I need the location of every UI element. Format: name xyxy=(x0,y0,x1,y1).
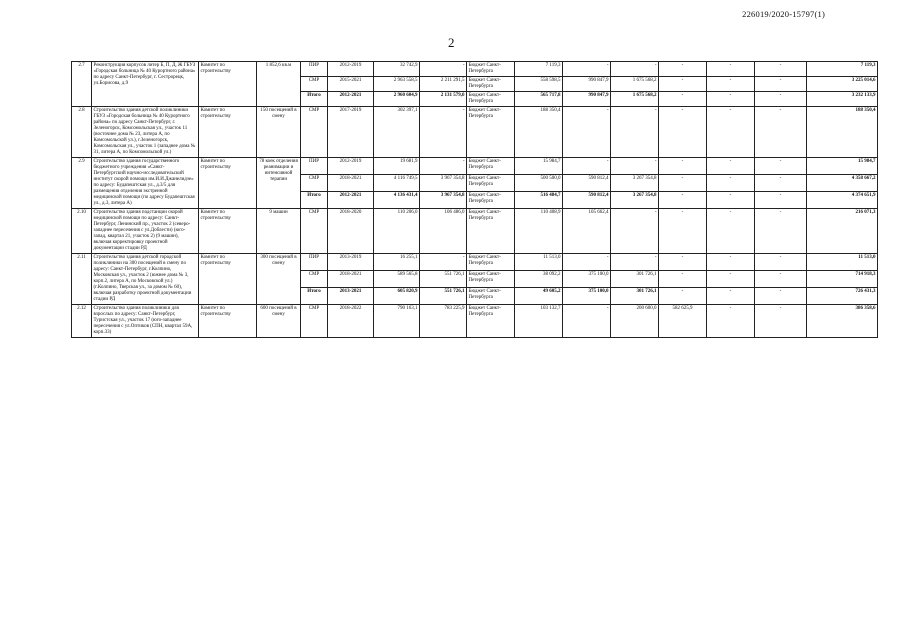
contract-cost-cell: 551 726,1 xyxy=(420,288,467,305)
year-value-cell: - xyxy=(707,92,755,107)
estimated-cost-cell: 4 136 431,4 xyxy=(374,192,420,209)
row-number-cell: 2.7 xyxy=(72,62,92,107)
capacity-cell: 78 коек отделения реанимации и интенсивной терапии xyxy=(257,158,301,209)
period-cell: 2015-2021 xyxy=(328,77,374,92)
work-type-cell: СМР xyxy=(301,175,328,192)
period-cell: 2012-2021 xyxy=(328,192,374,209)
work-type-cell: СМР xyxy=(301,77,328,92)
year-value-cell: - xyxy=(659,158,707,175)
year-value-cell: - xyxy=(611,107,659,158)
year-value-cell: 500 500,0 xyxy=(515,175,563,192)
work-type-cell: СМР xyxy=(301,209,328,254)
year-value-cell: - xyxy=(755,158,807,175)
contract-cost-cell: 551 726,1 xyxy=(420,271,467,288)
contract-cost-cell: 3 967 354,8 xyxy=(420,192,467,209)
contract-cost-cell: 783 225,9 xyxy=(420,305,467,338)
year-value-cell: 1 675 568,2 xyxy=(611,92,659,107)
funding-source-cell: Бюджет Санкт-Петербурга xyxy=(467,254,515,271)
year-value-cell: - xyxy=(755,271,807,288)
object-name-cell: Строительство здания государственного бюджетного учреждения «Санкт-Петербургский научно-исследовательский институт скорой помощи им.И.И.Джанелидзе» по адресу: Будапештская ул., д.3/5 для размещения отделения экстренной медицинской помощи (по адресу Будапештская ул., д.3, литера А) xyxy=(92,158,199,209)
year-value-cell: - xyxy=(707,192,755,209)
period-cell: 2012-2021 xyxy=(328,92,374,107)
total-value-cell: 7 119,3 xyxy=(807,62,878,77)
year-value-cell: - xyxy=(563,158,611,175)
year-value-cell: - xyxy=(659,77,707,92)
object-name-cell: Реконструкция корпусов литер Б, П, Д, Ж ГБУЗ «Городская больница № 40 Курортного района» по адресу Санкт-Петербург, г. Сестрорецк, ул.Борисова, д.9 xyxy=(92,62,199,107)
table-row xyxy=(72,209,878,254)
year-value-cell: - xyxy=(659,254,707,271)
year-value-cell: - xyxy=(659,209,707,254)
year-value-cell: 11 513,0 xyxy=(515,254,563,271)
work-type-cell: Итого xyxy=(301,192,328,209)
estimated-cost-cell: 32 742,9 xyxy=(374,62,420,77)
year-value-cell: - xyxy=(707,271,755,288)
row-number-cell: 2.11 xyxy=(72,254,92,305)
year-value-cell: 375 100,0 xyxy=(563,271,611,288)
year-value-cell: - xyxy=(611,62,659,77)
estimated-cost-cell: 4 116 749,5 xyxy=(374,175,420,192)
funding-source-cell: Бюджет Санкт-Петербурга xyxy=(467,305,515,338)
year-value-cell: 15 984,7 xyxy=(515,158,563,175)
period-cell: 2018-2022 xyxy=(328,305,374,338)
estimated-cost-cell: 19 681,9 xyxy=(374,158,420,175)
work-type-cell: СМР xyxy=(301,305,328,338)
year-value-cell: 3 267 354,8 xyxy=(611,192,659,209)
year-value-cell: 103 132,7 xyxy=(515,305,563,338)
year-value-cell: 3 267 354,8 xyxy=(611,175,659,192)
year-value-cell: - xyxy=(755,92,807,107)
estimated-cost-cell: 589 565,8 xyxy=(374,271,420,288)
year-value-cell: - xyxy=(659,271,707,288)
year-value-cell: 105 662,4 xyxy=(563,209,611,254)
customer-cell: Комитет по строительству xyxy=(199,158,257,209)
year-value-cell: - xyxy=(755,254,807,271)
year-value-cell: 375 100,0 xyxy=(563,288,611,305)
estimated-cost-cell: 2 963 558,5 xyxy=(374,77,420,92)
period-cell: 2017-2019 xyxy=(328,107,374,158)
year-value-cell: - xyxy=(659,192,707,209)
estimated-cost-cell: 2 960 604,9 xyxy=(374,92,420,107)
contract-cost-cell: 3 967 354,8 xyxy=(420,175,467,192)
funding-source-cell: Бюджет Санкт-Петербурга xyxy=(467,288,515,305)
year-value-cell: 990 847,9 xyxy=(563,77,611,92)
capacity-cell: 150 посещений в смену xyxy=(257,107,301,158)
year-value-cell: - xyxy=(659,62,707,77)
total-value-cell: 3 225 014,6 xyxy=(807,77,878,92)
year-value-cell: - xyxy=(755,305,807,338)
customer-cell: Комитет по строительству xyxy=(199,62,257,107)
year-value-cell: - xyxy=(755,77,807,92)
year-value-cell: - xyxy=(707,77,755,92)
year-value-cell: - xyxy=(755,175,807,192)
table-row xyxy=(72,305,878,338)
work-type-cell: Итого xyxy=(301,92,328,107)
year-value-cell: - xyxy=(755,288,807,305)
work-type-cell: Итого xyxy=(301,288,328,305)
investment-program-table xyxy=(71,61,878,338)
object-name-cell: Строительство здания подстанции скорой медицинской помощи по адресу: Санкт-Петербург, Ленинский пр., участок 2 (северо-западнее пересечения с ул.Доблести) (юго-запад, квартал 21, участок 2) (9 машин), включая корректировку проектной документации стадии РД xyxy=(92,209,199,254)
estimated-cost-cell: 605 820,9 xyxy=(374,288,420,305)
table-row xyxy=(72,62,878,77)
year-value-cell: - xyxy=(707,107,755,158)
year-value-cell: 582 625,9 xyxy=(659,305,707,338)
year-value-cell: - xyxy=(563,107,611,158)
year-value-cell: - xyxy=(755,192,807,209)
table-row xyxy=(72,158,878,175)
funding-source-cell: Бюджет Санкт-Петербурга xyxy=(467,77,515,92)
year-value-cell: - xyxy=(659,175,707,192)
total-value-cell: 15 984,7 xyxy=(807,158,878,175)
year-value-cell: - xyxy=(755,107,807,158)
period-cell: 2013-2019 xyxy=(328,254,374,271)
customer-cell: Комитет по строительству xyxy=(199,254,257,305)
object-name-cell: Строительство здания детской поликлиники ГБУЗ «Городская больница № 40 Курортного района» по адресу Санкт-Петербург, г. Зеленогорск, Комсомольская ул., участок 11 (восточнее дома № 23, литера А, по Комсомольской ул.), г.Зеленогорск, Комсомольская ул., участок 1 (западнее дома № 31, литера А, по Комсомольской ул.) xyxy=(92,107,199,158)
contract-cost-cell: - xyxy=(420,158,467,175)
contract-cost-cell: 106 486,0 xyxy=(420,209,467,254)
year-value-cell: - xyxy=(707,288,755,305)
customer-cell: Комитет по строительству xyxy=(199,209,257,254)
year-value-cell: 110 408,9 xyxy=(515,209,563,254)
funding-source-cell: Бюджет Санкт-Петербурга xyxy=(467,192,515,209)
year-value-cell: - xyxy=(659,92,707,107)
year-value-cell: 1 675 568,2 xyxy=(611,77,659,92)
year-value-cell: 38 092,2 xyxy=(515,271,563,288)
funding-source-cell: Бюджет Санкт-Петербурга xyxy=(467,92,515,107)
period-cell: 2018-2021 xyxy=(328,175,374,192)
year-value-cell: - xyxy=(611,209,659,254)
estimated-cost-cell: 110 206,0 xyxy=(374,209,420,254)
work-type-cell: СМР xyxy=(301,107,328,158)
year-value-cell: 558 598,5 xyxy=(515,77,563,92)
year-value-cell: - xyxy=(707,175,755,192)
capacity-cell: 300 посещений в смену xyxy=(257,254,301,305)
funding-source-cell: Бюджет Санкт-Петербурга xyxy=(467,271,515,288)
contract-cost-cell: - xyxy=(420,107,467,158)
funding-source-cell: Бюджет Санкт-Петербурга xyxy=(467,107,515,158)
year-value-cell: 49 605,2 xyxy=(515,288,563,305)
year-value-cell: - xyxy=(707,62,755,77)
year-value-cell: - xyxy=(707,209,755,254)
work-type-cell: СМР xyxy=(301,271,328,288)
customer-cell: Комитет по строительству xyxy=(199,305,257,338)
period-cell: 2018-2020 xyxy=(328,209,374,254)
estimated-cost-cell: 16 255,1 xyxy=(374,254,420,271)
estimated-cost-cell: 302 397,1 xyxy=(374,107,420,158)
funding-source-cell: Бюджет Санкт-Петербурга xyxy=(467,158,515,175)
period-cell: 2013-2021 xyxy=(328,288,374,305)
total-value-cell: 4 358 667,2 xyxy=(807,175,878,192)
page-number: 2 xyxy=(448,35,455,50)
period-cell: 2018-2021 xyxy=(328,271,374,288)
work-type-cell: ПИР xyxy=(301,254,328,271)
year-value-cell: 565 717,8 xyxy=(515,92,563,107)
row-number-cell: 2.10 xyxy=(72,209,92,254)
year-value-cell: - xyxy=(755,62,807,77)
year-value-cell: 200 600,0 xyxy=(611,305,659,338)
year-value-cell: - xyxy=(659,288,707,305)
object-name-cell: Строительство здания детской городской поликлиники на 300 посещений в смену по адресу: Санкт-Петербург, г.Колпино, Московская ул., участок 2 (южнее дома № 3, корп.2, литера А, по Московской ул.) (г.Колпино, Тверская ул., за домом № 60), включая разработку проектной документации стадии РД xyxy=(92,254,199,305)
capacity-cell: 600 посещений в смену xyxy=(257,305,301,338)
year-value-cell: 301 726,1 xyxy=(611,288,659,305)
capacity-cell: 1 852,6 кв.м xyxy=(257,62,301,107)
funding-source-cell: Бюджет Санкт-Петербурга xyxy=(467,209,515,254)
row-number-cell: 2.8 xyxy=(72,107,92,158)
total-value-cell: 386 358,6 xyxy=(807,305,878,338)
contract-cost-cell: 2 131 579,0 xyxy=(420,92,467,107)
total-value-cell: 188 350,4 xyxy=(807,107,878,158)
year-value-cell: - xyxy=(611,254,659,271)
customer-cell: Комитет по строительству xyxy=(199,107,257,158)
year-value-cell: 590 812,4 xyxy=(563,175,611,192)
period-cell: 2012-2019 xyxy=(328,158,374,175)
year-value-cell: - xyxy=(563,62,611,77)
year-value-cell: - xyxy=(563,305,611,338)
funding-source-cell: Бюджет Санкт-Петербурга xyxy=(467,175,515,192)
capacity-cell: 9 машин xyxy=(257,209,301,254)
object-name-cell: Строительство здания поликлиники для взрослых по адресу: Санкт-Петербург, Туристская ул., участок 17 (юго-западнее пересечения с ул.Оптиков (СПН, квартал 59А, корп.33) xyxy=(92,305,199,338)
estimated-cost-cell: 790 163,1 xyxy=(374,305,420,338)
year-value-cell: - xyxy=(707,254,755,271)
funding-source-cell: Бюджет Санкт-Петербурга xyxy=(467,62,515,77)
year-value-cell: 590 812,4 xyxy=(563,192,611,209)
year-value-cell: 188 350,4 xyxy=(515,107,563,158)
contract-cost-cell: 2 211 291,5 xyxy=(420,77,467,92)
total-value-cell: 726 431,3 xyxy=(807,288,878,305)
year-value-cell: 301 726,1 xyxy=(611,271,659,288)
work-type-cell: ПИР xyxy=(301,158,328,175)
table-row xyxy=(72,254,878,271)
period-cell: 2012-2019 xyxy=(328,62,374,77)
total-value-cell: 3 232 133,9 xyxy=(807,92,878,107)
document-registration-number: 226019/2020-15797(1) xyxy=(742,9,825,19)
year-value-cell: 990 847,9 xyxy=(563,92,611,107)
year-value-cell: - xyxy=(611,158,659,175)
table-body xyxy=(72,62,878,338)
work-type-cell: ПИР xyxy=(301,62,328,77)
year-value-cell: 7 119,3 xyxy=(515,62,563,77)
year-value-cell: - xyxy=(659,107,707,158)
total-value-cell: 11 513,0 xyxy=(807,254,878,271)
year-value-cell: - xyxy=(563,254,611,271)
table-row xyxy=(72,107,878,158)
total-value-cell: 4 374 651,9 xyxy=(807,192,878,209)
total-value-cell: 714 918,3 xyxy=(807,271,878,288)
contract-cost-cell: - xyxy=(420,254,467,271)
year-value-cell: 516 484,7 xyxy=(515,192,563,209)
contract-cost-cell: - xyxy=(420,62,467,77)
row-number-cell: 2.12 xyxy=(72,305,92,338)
total-value-cell: 216 071,3 xyxy=(807,209,878,254)
row-number-cell: 2.9 xyxy=(72,158,92,209)
year-value-cell: - xyxy=(707,158,755,175)
year-value-cell: - xyxy=(755,209,807,254)
year-value-cell: - xyxy=(707,305,755,338)
